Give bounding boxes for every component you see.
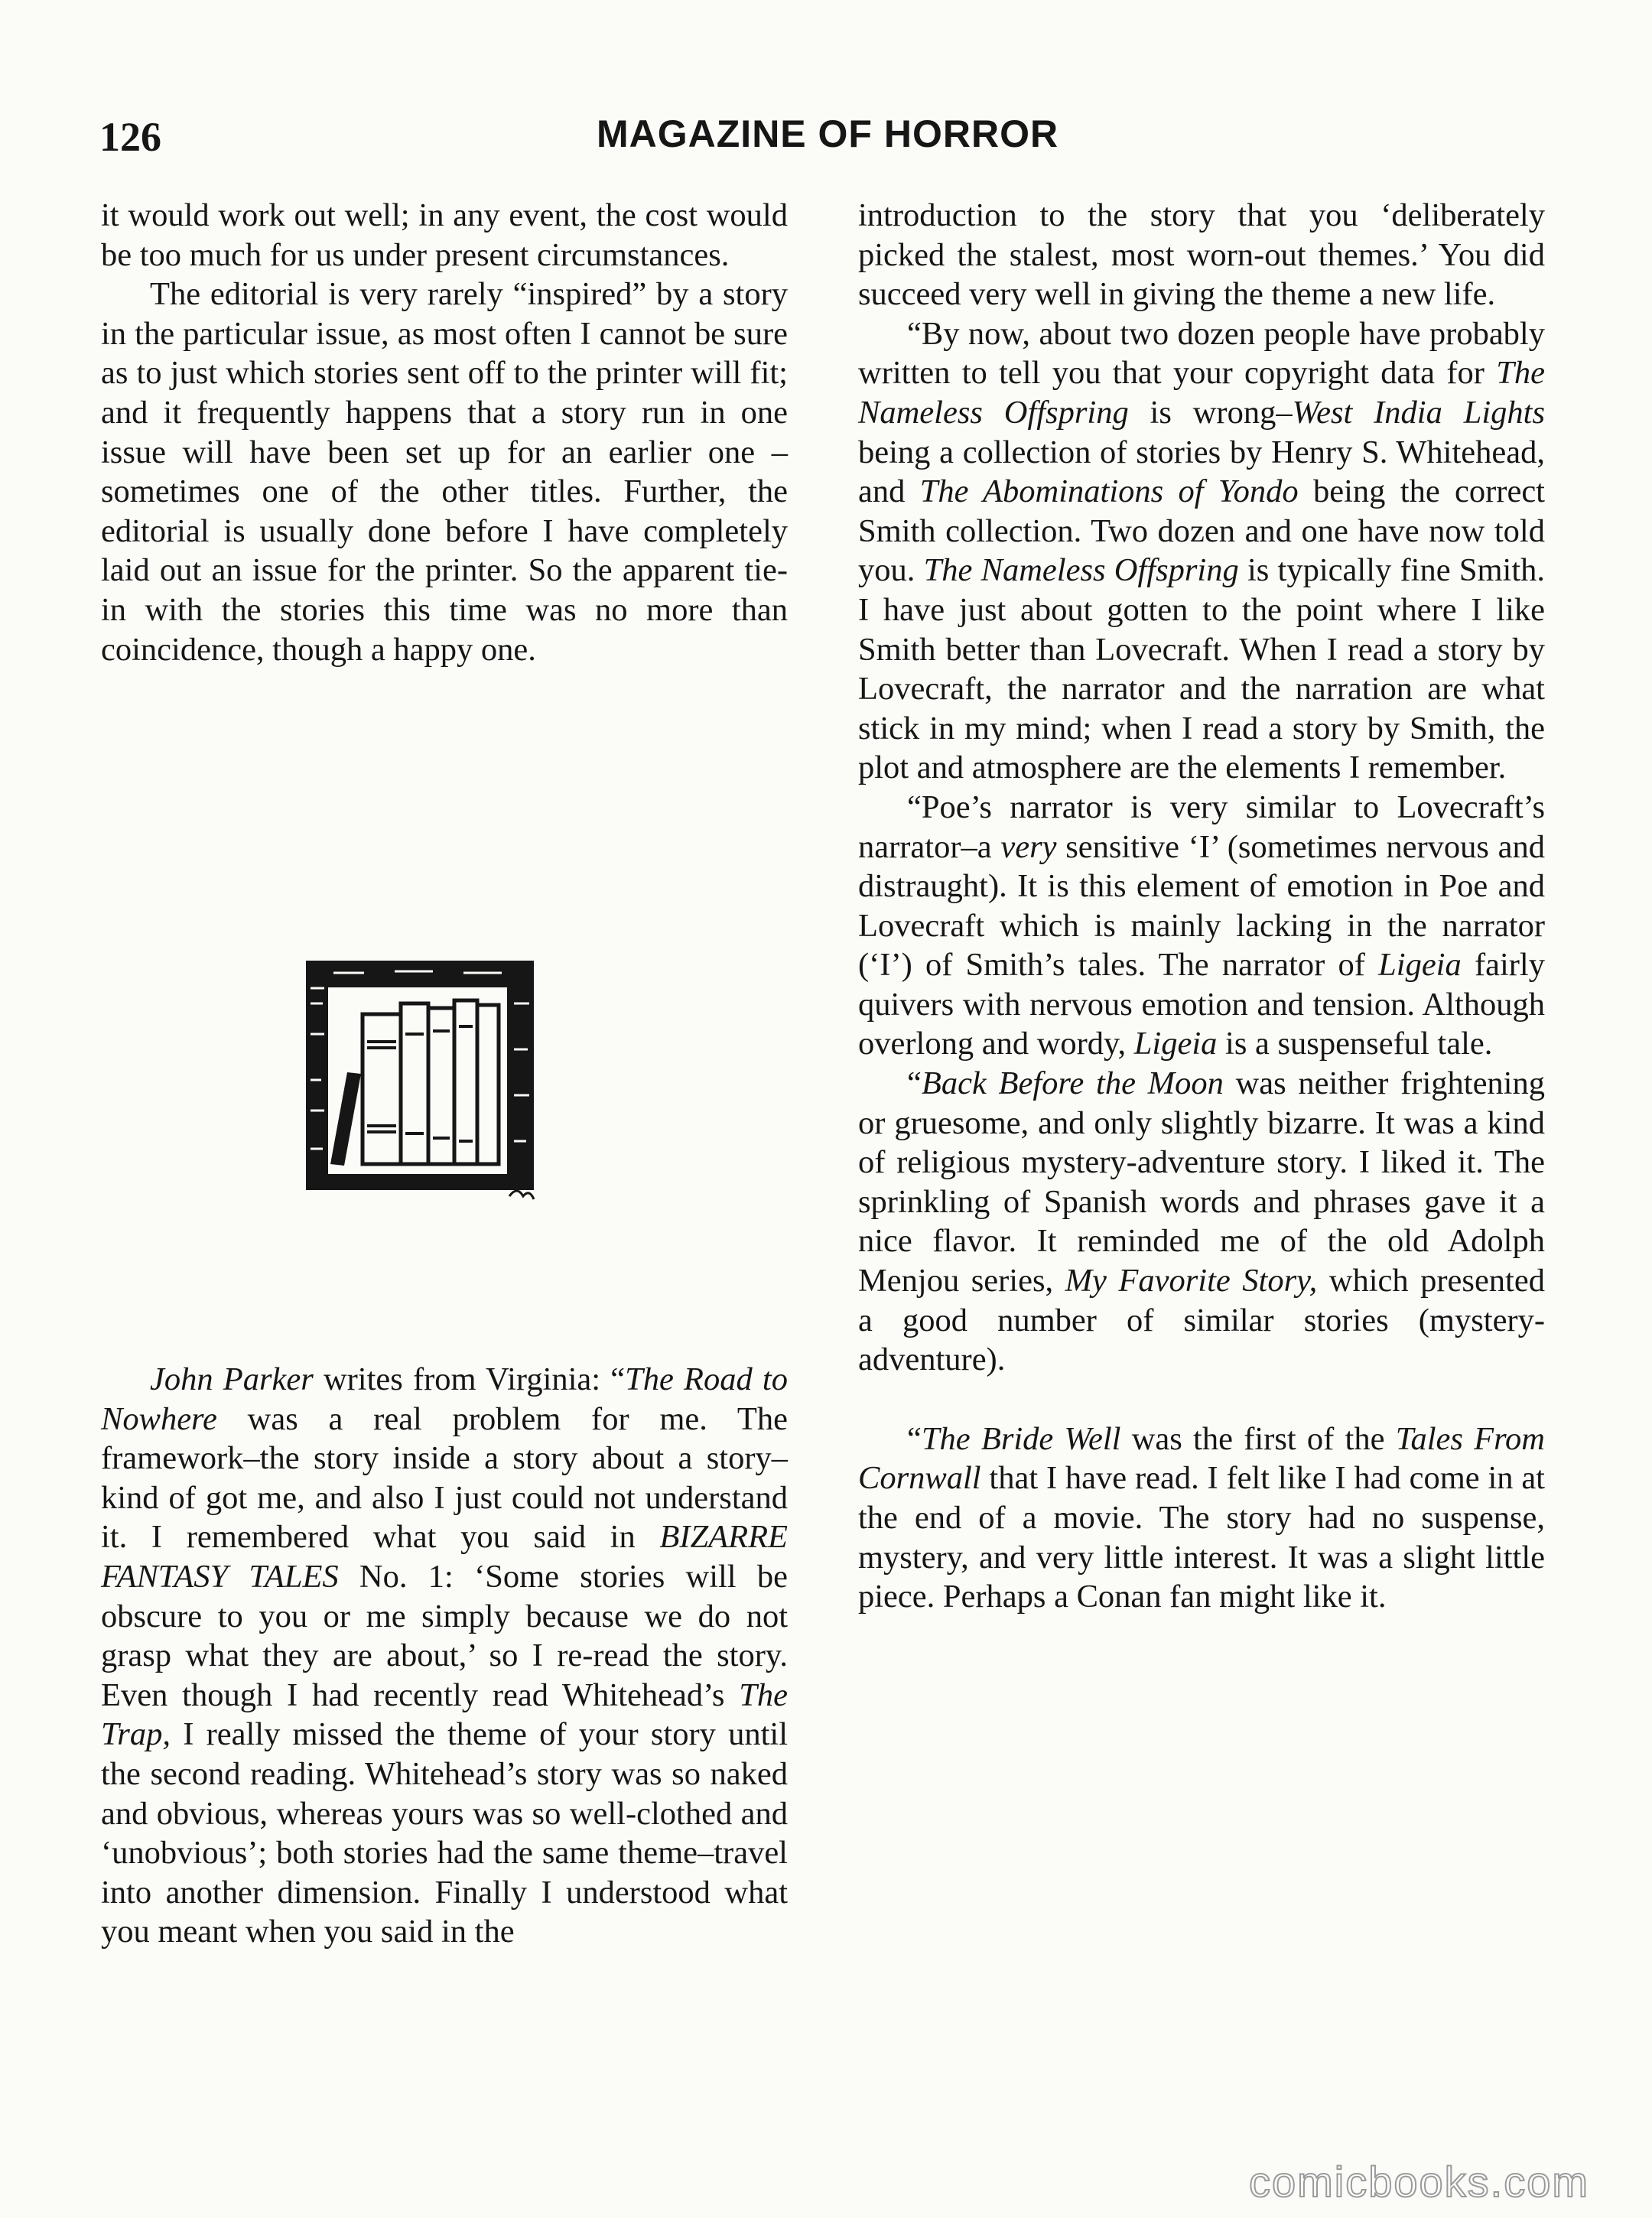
running-head: MAGAZINE OF HORROR [597,112,1059,155]
paragraph-gap [858,1380,1545,1420]
paragraph: “The Bride Well was the first of the Tales From Cornwall that I have read. I felt like I had come in at the end of a movie. The story had no suspense, mystery, and very little interest. It was a slight little piece. Perhaps a Conan fan might like it. [858,1420,1545,1615]
paragraph: it would work out well; in any event, the cost would be too much for us under present circumstances. [101,197,788,273]
letter-john-parker [101,1360,788,1952]
watermark: comicbooks.com [1248,2158,1589,2206]
right-column [858,196,1545,1617]
left-column [101,196,788,669]
paragraph: “Back Before the Moon was neither frightening or gruesome, and only slightly bizarre. It was a kind of religious mystery-adventure story. I liked it. The sprinkling of Spanish words and phrases gave it a nice flavor. It reminded me of the old Adolph Menjou series, My Favorite Story, which presented a good number of similar stories (mystery-adventure). [858,1065,1545,1378]
paragraph: John Parker writes from Virginia: “The Road to Nowhere was a real problem for me. The framework–the story inside a story about a story–kind of got me, and also I just could not understand it. I remembered what you said in BIZARRE FANTASY TALES No. 1: ‘Some stories will be obscure to you or me simply because we do not grasp what they are about,’ so I re-read the story. Even though I had recently read Whitehead’s The Trap, I really missed the theme of your story until the second reading. Whitehead’s story was so naked and obvious, whereas yours was so well-clothed and ‘unobvious’; both stories had the same theme–travel into another dimension. Finally I understood what you meant when you said in the [101,1361,788,1950]
paragraph: “By now, about two dozen people have probably written to tell you that your copyright data for The Nameless Offspring is wrong–West India Lights being a collection of stories by Henry S. Whitehead, and The Abominations of Yondo being the correct Smith collection. Two dozen and one have now told you. The Nameless Offspring is typically fine Smith. I have just about gotten to the point where I like Smith better than Lovecraft. When I read a story by Lovecraft, the narrator and the narration are what stick in my mind; when I read a story by Smith, the plot and atmosphere are the elements I remember. [858,315,1545,786]
paragraph: introduction to the story that you ‘deliberately picked the stalest, most worn-out themes.’ You did succeed very well in giving the theme a new life. [858,197,1545,313]
letter-author: John Parker [150,1361,314,1397]
books-on-shelf-woodcut [303,958,537,1208]
paragraph: “Poe’s narrator is very similar to Lovecraft’s narrator–a very sensitive ‘I’ (sometimes nervous and distraught). It is this element of emotion in Poe and Lovecraft which is mainly lacking in the narrator (‘I’) of Smith’s tales. The narrator of Ligeia fairly quivers with nervous emotion and tension. Although overlong and wordy, Ligeia is a suspenseful tale. [858,789,1545,1062]
page-number: 126 [99,114,161,160]
paragraph: The editorial is very rarely “inspired” by a story in the particular issue, as most often I cannot be sure as to just which stories sent off to the printer will fit; and it frequently happens that a story run in one issue will have been set up for an earlier one – sometimes one of the other titles. Further, the editorial is usually done before I have completely laid out an issue for the printer. So the apparent tie-in with the stories this time was no more than coincidence, though a happy one. [101,276,788,668]
